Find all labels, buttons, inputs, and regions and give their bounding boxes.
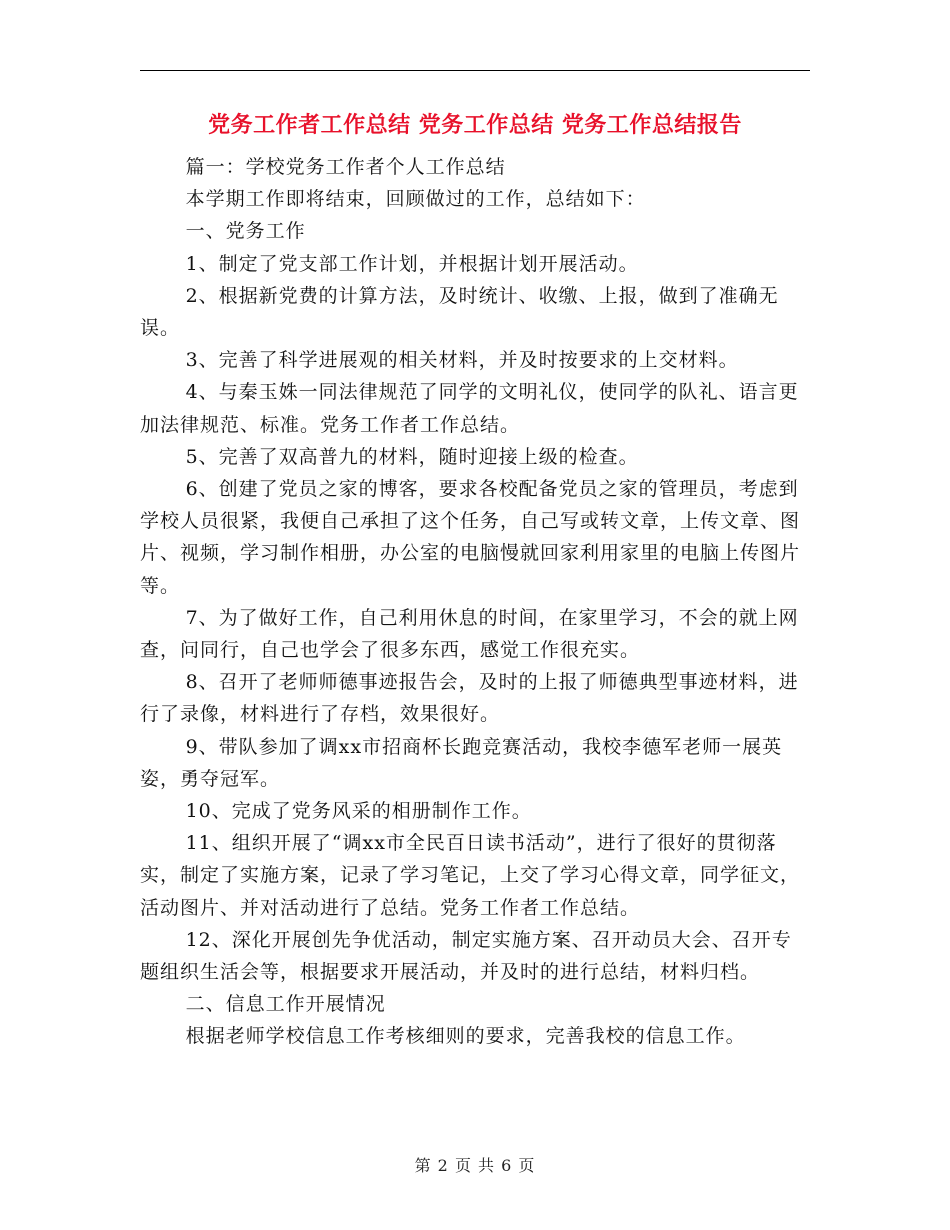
header-rule: [140, 70, 810, 71]
paragraph: 11、组织开展了“调xx市全民百日读书活动”，进行了很好的贯彻落实，制定了实施方案，记录了学习笔记，上交了学习心得文章，同学征文，活动图片、并对活动进行了总结。党务工作者工作总结。: [140, 832, 801, 919]
paragraph: 10、完成了党务风采的相册制作工作。: [185, 800, 532, 823]
page-number-footer: 第 2 页 共 6 页: [414, 1156, 536, 1175]
paragraph: 一、党务工作: [185, 220, 306, 243]
paragraph: 本学期工作即将结束，回顾做过的工作，总结如下：: [185, 188, 646, 211]
paragraph: 根据老师学校信息工作考核细则的要求，完善我校的信息工作。: [185, 1025, 746, 1048]
document-title: 党务工作者工作总结 党务工作总结 党务工作总结报告: [208, 112, 742, 138]
paragraph: 7、为了做好工作，自己利用休息的时间，在家里学习，不会的就上网查，问同行，自己也学会了很多东西，感觉工作很充实。: [140, 606, 799, 662]
paragraph: 5、完善了双高普九的材料，随时迎接上级的检查。: [185, 445, 639, 468]
paragraph: 1、制定了党支部工作计划，并根据计划开展活动。: [185, 252, 639, 275]
paragraph: 4、与秦玉姝一同法律规范了同学的文明礼仪，使同学的队礼、语言更加法律规范、标准。党务工作者工作总结。: [140, 381, 799, 436]
paragraph: 8、召开了老师师德事迹报告会，及时的上报了师德典型事迹材料，进行了录像，材料进行了存档，效果很好。: [140, 671, 799, 726]
paragraph: 二、信息工作开展情况: [185, 993, 386, 1016]
paragraph: 2、根据新党费的计算方法，及时统计、收缴、上报，做到了准确无误。: [140, 284, 779, 340]
paragraph: 3、完善了科学进展观的相关材料，并及时按要求的上交材料。: [185, 349, 739, 372]
paragraph: 12、深化开展创先争优活动，制定实施方案、召开动员大会、召开专题组织生活会等，根据要求开展活动，并及时的进行总结，材料归档。: [140, 928, 792, 984]
paragraph: 9、带队参加了调xx市招商杯长跑竞赛活动，我校李德军老师一展英姿，勇夺冠军。: [140, 735, 783, 790]
paragraph: 6、创建了党员之家的博客，要求各校配备党员之家的管理员，考虑到学校人员很紧，我便自己承担了这个任务，自己写或转文章，上传文章、图片、视频，学习制作相册，办公室的电脑慢就回家利用家里的电脑上传图片等。: [140, 478, 801, 597]
document-body: [140, 151, 810, 1053]
paragraph: 篇一：学校党务工作者个人工作总结: [185, 156, 506, 178]
